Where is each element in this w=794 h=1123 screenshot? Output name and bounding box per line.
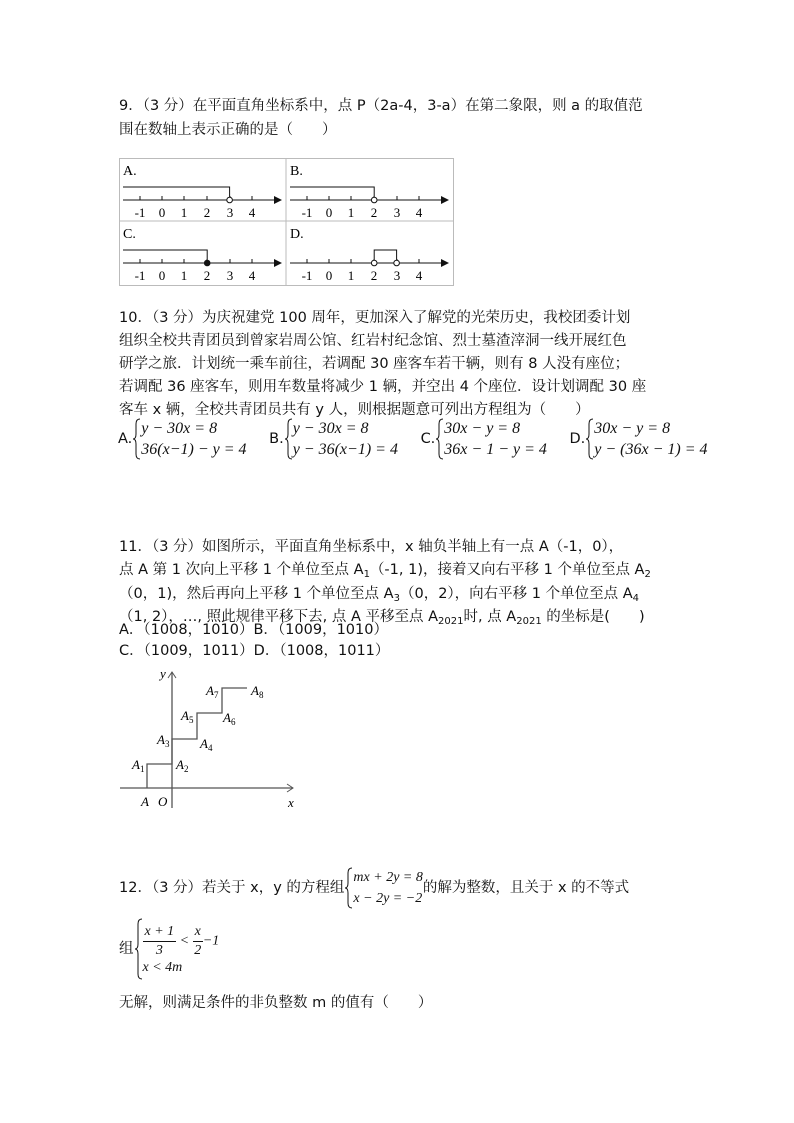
option-label: B. [269,431,284,447]
q10-text-line2: 组织全校共青团员到曾家岩周公馆、红岩村纪念馆、烈士墓渣滓洞一线开展红色 [119,333,627,349]
text: 12．（3 分）若关于 x，y 的方程组 [119,880,345,896]
open-dot [371,197,377,203]
text: （-1, 1)，接着又向右平移 1 个单位至点 A [369,562,645,578]
tick-label: 4 [415,268,423,283]
brace-icon [132,418,141,460]
text: 的解为整数，且关于 x 的不等式 [422,880,630,896]
brace-icon [284,418,293,460]
denominator: 3 [155,942,163,958]
point-label-a6: $A_6$ [223,710,236,727]
equation: y − 36(x−1) = 4 [292,441,398,458]
tick-label: 1 [180,205,188,220]
equation: y − 30x = 8 [292,420,369,437]
point-label-a: A [141,794,149,809]
tick-label: 3 [393,268,401,283]
point-label-a5: $A_5$ [181,708,194,725]
equation: 36x − 1 − y = 4 [444,441,547,458]
tick-label: 1 [347,268,355,283]
equation: y − 30x = 8 [141,420,218,437]
text: < [179,933,190,949]
text: 的坐标是( ) [541,609,645,625]
text: 点 A 第 1 次向上平移 1 个单位至点 A [119,562,364,578]
text: （0，2），向右平移 1 个单位至点 A [399,586,633,602]
q11-options-line2: C．（1009，1011）D．（1008，1011） [119,643,390,659]
tick-label: 3 [226,205,234,220]
q10-option-a[interactable] [118,418,247,460]
option-label: C. [420,431,436,447]
tick-label: 3 [226,268,234,283]
option-label: C. [123,227,136,242]
x-axis-label: x [288,795,294,810]
origin-label: O [158,794,168,809]
q9-number-line-options [119,158,454,286]
open-dot [227,197,233,203]
q10-options [118,418,726,460]
solution-range [290,187,374,200]
equation: mx + 2y = 8 [353,870,423,885]
q11-text-line1: 11．（3 分）如图所示，平面直角坐标系中，x 轴负半轴上有一点 A（-1，0）， [119,539,624,555]
equation: y − (36x − 1) = 4 [594,441,708,458]
tick-label: 4 [248,268,256,283]
point-label-a2: $A_2$ [176,757,189,774]
subscript: 2021 [516,616,542,627]
text: （0，1)，然后再向上平移 1 个单位至点 A [119,586,394,602]
tick-label: 0 [158,268,166,283]
option-label: A. [118,431,133,447]
solution-range [374,250,396,263]
open-dot [394,260,400,266]
text: −1 [202,933,220,949]
subscript: 1 [363,569,370,580]
q10-option-c[interactable] [421,418,547,460]
equation: x − 2y = −2 [353,891,423,906]
arrow-icon [274,196,282,204]
q10-text-line1: 10．（3 分）为庆祝建党 100 周年，更加深入了解党的光荣历史，我校团委计划 [119,310,631,326]
text: 组 [119,941,134,957]
q11-text-line2 [119,560,651,580]
q11-staircase-figure [110,660,310,810]
tick-label: 0 [325,205,333,220]
tick-label: -1 [134,268,146,283]
tick-label: -1 [301,205,313,220]
q11-options-line1: A．（1008，1010）B．（1009，1010） [119,622,388,638]
tick-label: 1 [347,205,355,220]
tick-label: 2 [203,205,211,220]
q10-text-line3: 研学之旅．计划统一乘车前往，若调配 30 座客车若干辆，则有 8 人没有座位； [119,356,630,372]
point-label-a1: $A_1$ [132,757,145,774]
subscript: 2 [644,569,651,580]
tick-label: 2 [370,205,378,220]
q10-text-line4: 若调配 36 座客车，则用车数量将减少 1 辆，并空出 4 个座位．设计划调配 30 座 [119,379,647,395]
open-dot [371,260,377,266]
solution-range [123,187,230,200]
option-label: D. [569,431,586,447]
inequality-1 [143,923,220,960]
brace-icon [134,918,143,980]
point-label-a3: $A_3$ [157,732,170,749]
tick-label: 4 [248,205,256,220]
y-axis-label: y [160,666,166,681]
option-label: D. [290,227,304,242]
q11-text-line3 [119,584,639,604]
subscript: 2021 [438,616,464,627]
solution-range [123,250,207,263]
subscript: 4 [632,593,640,604]
equation: 30x − y = 8 [594,420,671,437]
q12-text-line3: 无解，则满足条件的非负整数 m 的值有（ ） [119,995,433,1011]
tick-label: 1 [180,268,188,283]
brace-icon [585,418,594,460]
numerator: x [193,923,203,942]
tick-label: 4 [415,205,423,220]
tick-label: -1 [134,205,146,220]
arrow-icon [441,196,449,204]
point-label-a4: $A_4$ [200,736,213,753]
point-label-a8: $A_8$ [251,683,264,700]
brace-icon [435,418,444,460]
point-label-a7: $A_7$ [206,683,219,700]
tick-label: 0 [158,205,166,220]
denominator: 2 [194,942,202,958]
option-label: A. [123,164,137,179]
arrow-icon [274,259,282,267]
equation: 36(x−1) − y = 4 [141,441,247,458]
tick-label: 2 [370,268,378,283]
q10-option-d[interactable] [570,418,708,460]
tick-label: 3 [393,205,401,220]
q12-text-line2 [119,918,219,980]
tick-label: -1 [301,268,313,283]
option-label: B. [290,164,303,179]
text: 时, 点 A [463,609,517,625]
q9-text-line2: 围在数轴上表示正确的是（ ） [119,122,337,138]
q9-text-line1: 9．（3 分）在平面直角坐标系中，点 P（2a-4，3-a）在第二象限，则 a 的取值范 [119,98,643,114]
subscript: 3 [393,593,400,604]
tick-label: 2 [203,268,211,283]
numerator: x + 1 [143,923,177,942]
closed-dot [204,260,210,266]
equation: 30x − y = 8 [444,420,521,437]
tick-label: 0 [325,268,333,283]
q12-text-line1 [119,867,629,909]
q10-option-b[interactable] [269,418,398,460]
inequality-2: x < 4m [142,959,183,975]
text: （1, 2），…, 照此规律平移下去, 点 A 平移至点 A [119,609,439,625]
q10-text-line5: 客车 x 辆，全校共青团员共有 y 人，则根据题意可列出方程组为（ ） [119,402,590,418]
arrow-icon [441,259,449,267]
